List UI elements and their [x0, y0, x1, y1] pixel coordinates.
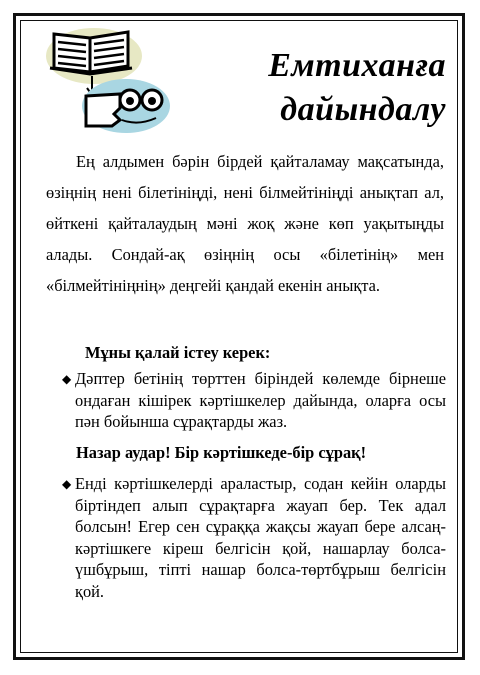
diamond-bullet-icon: ◆	[62, 372, 72, 386]
study-clipart	[44, 22, 174, 134]
bullet-item-shuffle	[62, 473, 446, 602]
open-book-icon	[46, 28, 142, 84]
bullet-text: Дәптер бетінің төрттен біріндей көлемде бірнеше ондаған кішірек кәртішкелер дайында, оларға осы пән бойынша сұрақтарды жаз.	[75, 369, 446, 431]
page-title: Емтиханға дайындалу	[268, 47, 446, 128]
face-icon	[82, 79, 170, 133]
diamond-bullet-icon: ◆	[62, 477, 72, 491]
bullet-item-cards	[62, 368, 446, 433]
section-heading-attention: Назар аудар! Бір кәртішкеде-бір сұрақ!	[76, 443, 367, 462]
section-heading-how: Мұны қалай істеу керек:	[85, 343, 271, 362]
intro-paragraph: Ең алдымен бәрін бірдей қайталамау мақсатында, өзіңнің нені білетініңді, нені білмейтініңді анықтап ал, өйткені қайталаудың мәні жоқ және көп уақытыңды алады. Сондай-ақ өзіңнің осы «білетінің» мен «білмейтініңнің» деңгейі қандай екенін анықта.	[46, 152, 444, 295]
bullet-text: Енді кәртішкелерді араластыр, содан кейін оларды біртіндеп алып сұрақтарға жауап бер. Тек адал болсын! Егер сен сұраққа жақсы жауап бере алсаң- кәртішкеге кіреш белгісін қой, нашарлау болса-үшбұрыш, тіпті нашар болса-төртбұрыш белгісін қой.	[75, 474, 446, 601]
